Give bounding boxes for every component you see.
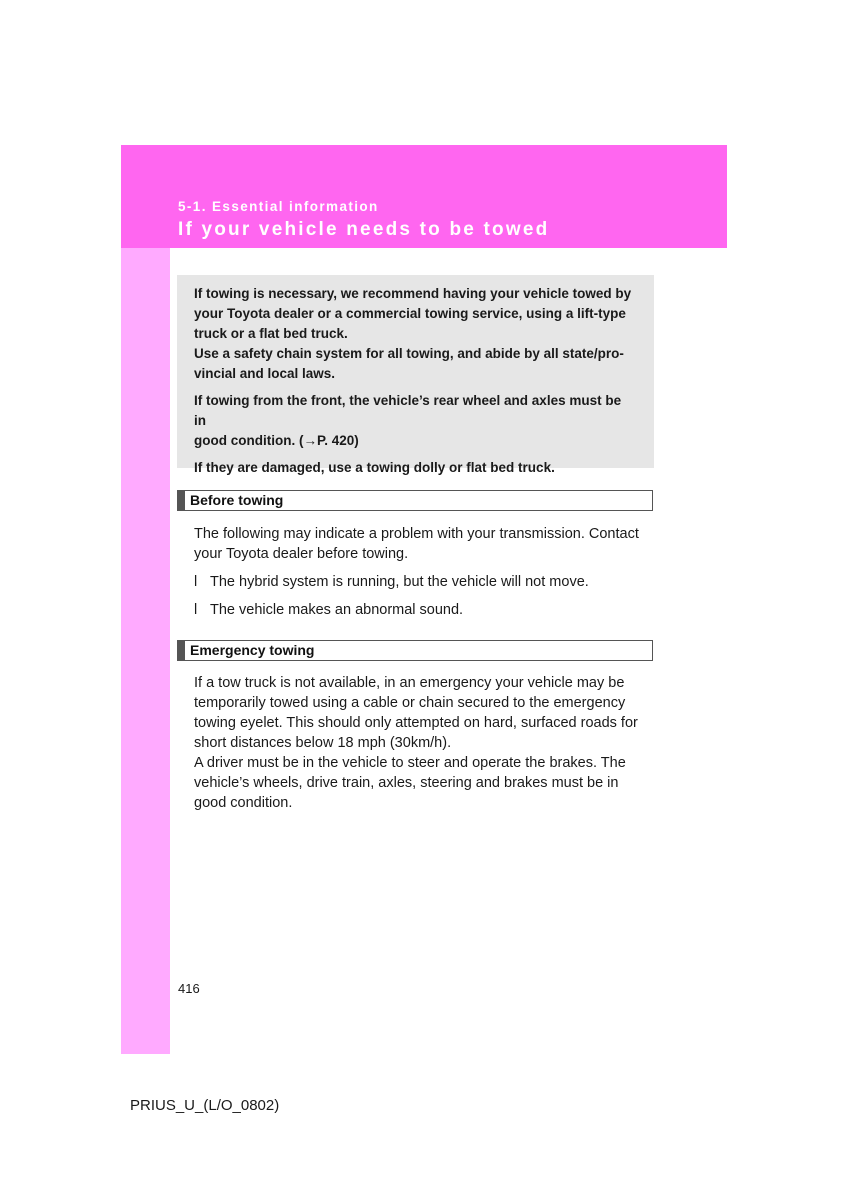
heading-marker: [178, 641, 185, 660]
text-line: temporarily towed using a cable or chain secured to the emergency: [194, 695, 626, 711]
section-label: 5-1. Essential information: [178, 199, 379, 214]
side-color-band: [121, 145, 170, 1054]
footer-code: PRIUS_U_(L/O_0802): [130, 1097, 280, 1114]
text-line: your Toyota dealer before towing.: [194, 546, 409, 562]
text-line: A driver must be in the vehicle to steer and operate the brakes. The: [194, 755, 626, 771]
bullet-icon: l: [194, 574, 198, 590]
notice-paragraph-1: [194, 284, 636, 384]
text-line: If a tow truck is not available, in an emergency your vehicle may be: [194, 675, 625, 691]
text-line: vehicle’s wheels, drive train, axles, steering and brakes must be in: [194, 775, 619, 791]
text-line: towing eyelet. This should only attempted on hard, surfaced roads for: [194, 715, 638, 731]
emergency-towing-paragraph: [194, 673, 650, 813]
page-title: If your vehicle needs to be towed: [178, 219, 550, 240]
notice-line: truck or a flat bed truck.: [194, 326, 348, 341]
text-line: short distances below 18 mph (30km/h).: [194, 735, 452, 751]
before-towing-heading: [177, 490, 653, 511]
notice-line: good condition. (→P. 420): [194, 433, 359, 448]
page-number: 416: [178, 981, 200, 996]
notice-line: If towing from the front, the vehicle’s rear wheel and axles must be in: [194, 393, 622, 428]
notice-paragraph-3: If they are damaged, use a towing dolly or flat bed truck.: [194, 460, 555, 475]
notice-line: Use a safety chain system for all towing, and abide by all state/pro-: [194, 346, 624, 361]
heading-marker: [178, 491, 185, 510]
text-line: The following may indicate a problem with your transmission. Contact: [194, 526, 639, 542]
text-line: good condition.: [194, 795, 293, 811]
list-item: [194, 572, 589, 592]
bullet-icon: l: [194, 602, 198, 618]
heading-label: Before towing: [190, 492, 284, 508]
heading-label: Emergency towing: [190, 642, 315, 658]
notice-line: your Toyota dealer or a commercial towing service, using a lift-type: [194, 306, 626, 321]
notice-line: If towing is necessary, we recommend having your vehicle towed by: [194, 286, 632, 301]
list-item: [194, 600, 463, 620]
emergency-towing-heading: [177, 640, 653, 661]
notice-paragraph-2: [194, 391, 636, 451]
notice-box: [177, 275, 654, 475]
before-towing-intro: [194, 524, 650, 564]
list-item-text: The vehicle makes an abnormal sound.: [210, 602, 464, 618]
notice-line: vincial and local laws.: [194, 366, 336, 381]
list-item-text: The hybrid system is running, but the vehicle will not move.: [210, 574, 589, 590]
